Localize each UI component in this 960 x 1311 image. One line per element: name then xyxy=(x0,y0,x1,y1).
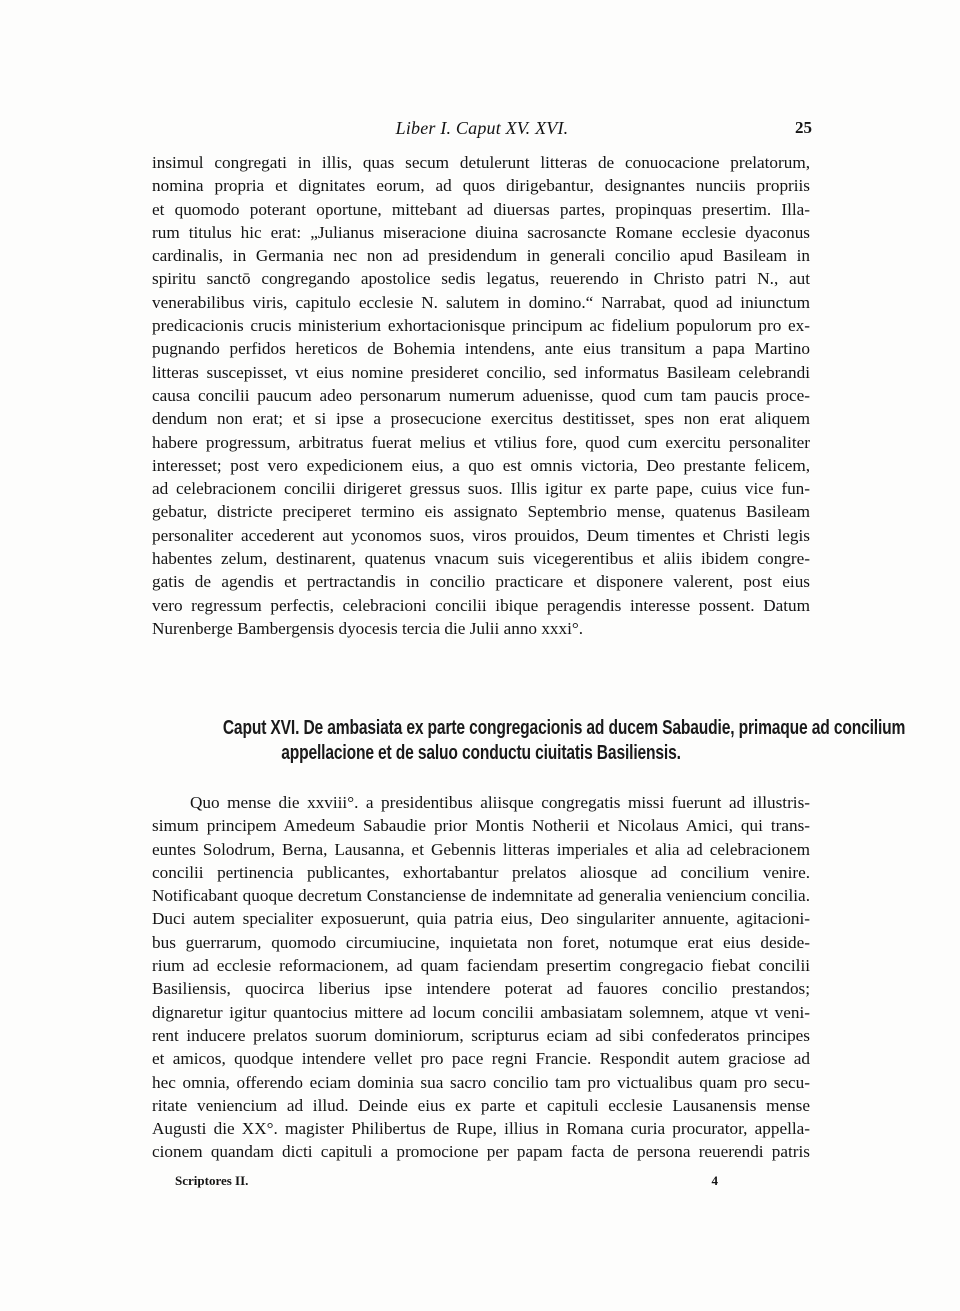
text-line: cardinalis, in Germania nec non ad presidendum in generali concilio apud Basileam in xyxy=(152,246,810,266)
text-line: spiritu sanctō congregando apostolice sedis legatus, reuerendo in Christo patri N., aut xyxy=(152,269,810,289)
text-line: litteras suscepisset, vt eius nomine presideret concilio, sed informatus Basileam celebrandi xyxy=(152,362,810,382)
text-line: et quomodo poterant oportune, mittebant ad diuersas partes, propinquas presertim. Illa- xyxy=(152,199,810,219)
running-header xyxy=(152,118,812,142)
chapter-heading xyxy=(222,716,906,766)
text-line: euntes Solodrum, Berna, Lausanna, et Gebennis litteras imperiales et alia ad celebracionem xyxy=(152,839,810,859)
text-line: rent inducere prelatos suorum dominiorum, scripturus eciam ad sibi confederatos principes xyxy=(152,1025,810,1045)
text-line: gatis de agendis et pertractandis in concilio practicare et disponere valerent, post eius xyxy=(152,572,810,592)
running-title: Liber I. Caput XV. XVI. xyxy=(395,118,569,138)
text-line: personaliter accederent aut yconomos suos, viros prouidos, Deum timentes et Christi legis xyxy=(152,525,810,545)
text-line: causa concilii paucum adeo personarum numerum aduenisse, quod cum tam paucis proce- xyxy=(152,385,810,405)
text-line: Quo mense die xxviii°. a presidentibus aliisque congregatis missi fuerunt ad illustris- xyxy=(190,793,810,812)
text-line: concilii pertinencia publicantes, exhortabantur prelatos aliosque ad concilium venire. xyxy=(152,862,810,882)
text-line: Notificabant quoque decretum Constanciense de indemnitate ad generalia veniencium concilia. xyxy=(152,886,810,906)
text-line: simum principem Amedeum Sabaudie prior Montis Notherii et Nicolaus Amici, qui trans- xyxy=(152,816,810,836)
text-line: Basiliensis, quocirca liberius ipse intendere poterat ad fauores concilio prestandos; xyxy=(152,979,810,999)
text-line: gebatur, districte preciperet termino eis assignato Septembrio mense, quatenus Basileam xyxy=(152,502,810,522)
text-line: ad celebracionem concilii dirigeret gressus suos. Illis igitur ex parte pape, cuius vice fun- xyxy=(152,479,810,499)
text-line: ritate veniencium ad illud. Deinde eius ex parte et capituli ecclesie Lausanensis mense xyxy=(152,1095,810,1115)
text-line: habere progressum, arbitratus fuerat melius et vtilius fore, quod cum exercitu personaliter xyxy=(152,432,810,452)
text-line: rum titulus hic erat: „Julianus miseracione diuina sacrosancte Romane ecclesie dyaconus xyxy=(152,222,810,242)
sheet-number: 4 xyxy=(711,1173,718,1188)
paragraph-chapter-xvi xyxy=(152,791,810,1164)
text-line: Augusti die XX°. magister Philibertus de Rupe, illius in Romana curia procurator, appella- xyxy=(152,1119,810,1139)
page-footer xyxy=(175,1173,718,1193)
text-line: Nurenberge Bambergensis dyocesis tercia die Julii anno xxxi°. xyxy=(152,618,584,638)
text-line: hec omnia, offerendo eciam dominia sua sacro concilio tam pro victualibus quam pro secu- xyxy=(152,1072,810,1092)
text-line: cionem quandam dicti capituli a promocione per papam facta de persona reuerendi patris xyxy=(152,1142,810,1162)
chapter-heading-line: Caput XVI. De ambasiata ex parte congregacionis ad ducem Sabaudie, primaque ad concilium xyxy=(222,717,906,739)
text-line: venerabilibus viris, capitulo ecclesie N. salutem in domino.“ Narrabat, quod ad iniunctum xyxy=(152,292,810,312)
text-line: Duci autem specialiter exposuerunt, quia patria eius, Deo singulariter annuente, agitacioni- xyxy=(152,909,810,929)
text-line: nomina propria et dignitates eorum, ad quos dirigebantur, designantes nunciis propriis xyxy=(152,176,810,196)
text-line: et amicos, quodque intendere vellet pro pace regni Francie. Respondit autem graciose ad xyxy=(152,1049,810,1069)
text-line: pugnando perfidos hereticos de Bohemia intendens, ante eius transitum a papa Martino xyxy=(152,339,810,359)
page-number: 25 xyxy=(795,118,812,137)
text-line: rium ad ecclesie reformacionem, ad quam faciendam presertim congregacio fiebat concilii xyxy=(152,956,810,976)
signature-mark: Scriptores II. xyxy=(175,1173,249,1188)
paragraph-continued-chapter-xv xyxy=(152,151,810,640)
text-line: predicacionis crucis ministerium exhortacionisque principum ac fidelium populorum pro ex- xyxy=(152,316,810,336)
text-line: dignaretur igitur quantocius mittere ad locum concilii ambasiatam solemnem, atque vt veni- xyxy=(152,1002,810,1022)
chapter-heading-line: appellacione et de saluo conductu ciuitatis Basiliensis. xyxy=(281,742,681,764)
text-line: dendum non erat; et si ipse a prosecucione exercitus destitisset, spes non erat aliquem xyxy=(152,409,810,429)
text-line: vero regressum perfectis, celebracioni concilii ibique peragendis interesse possent. Datum xyxy=(152,595,810,615)
text-line: bus guerrarum, quomodo circumiucine, inquietata non foret, notumque erat eius deside- xyxy=(152,932,810,952)
text-line: interesset; post vero expedicionem eius, a quo est omnis victoria, Deo prestante felicem, xyxy=(152,455,810,475)
text-line: insimul congregati in illis, quas secum detulerunt litteras de conuocacione prelatorum, xyxy=(152,153,810,172)
text-line: habentes zelum, destinarent, quatenus vnacum suis vicegerentibus et aliis ibidem congre- xyxy=(152,549,810,569)
